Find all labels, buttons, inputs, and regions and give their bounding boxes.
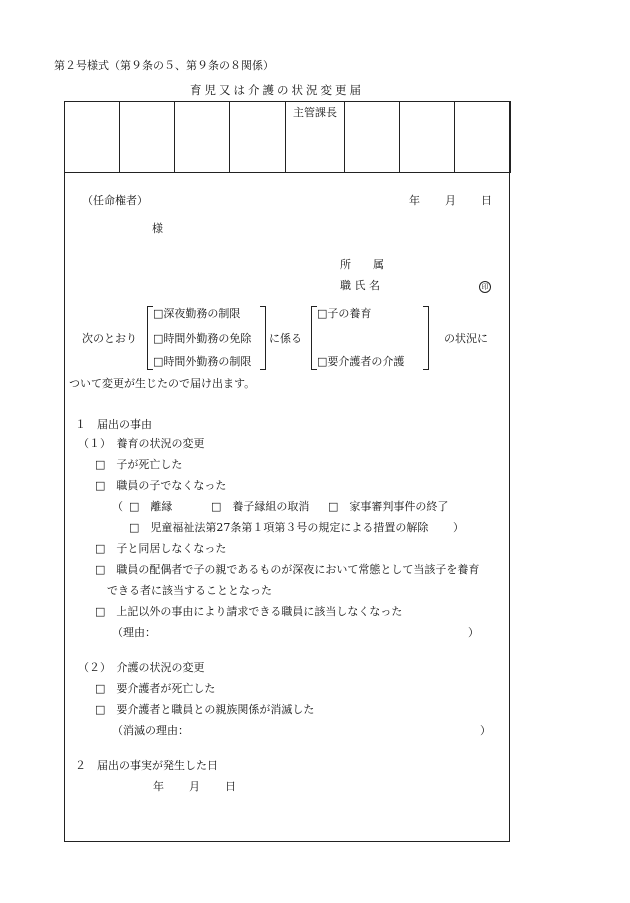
approval-stamp-table [64,101,511,173]
seal-icon: 印 [479,281,491,293]
statement-continuation: ついて変更が生じたので届け出ます。 [69,377,256,390]
occurrence-year-label: 年 [153,780,164,793]
date-year-label: 年 [409,194,420,207]
item-spouse-can-care-cont: できる者に該当することとなった [107,584,272,597]
affiliation-label: 所 属 [340,258,384,271]
left-bracket-close [260,306,266,370]
stamp-cell[interactable] [345,102,400,173]
item-other-reason[interactable]: □ 上記以外の事由により請求できる職員に該当しなくなった [95,605,403,618]
statement-prefix: 次のとおり [82,332,137,345]
occurrence-month-label: 月 [189,780,200,793]
item-care-recipient-died[interactable]: □ 要介護者が死亡した [95,682,216,695]
option-divorce[interactable]: □ 離縁 [129,500,173,513]
option-late-night-limit[interactable]: □深夜勤務の制限 [153,307,241,320]
paren-close: ） [453,521,464,534]
right-bracket-close [423,306,429,370]
item-child-died[interactable]: □ 子が死亡した [95,458,183,471]
reason-close: ） [468,626,479,639]
seal-mark [479,279,491,293]
section2-heading: ２ 届出の事実が発生した日 [75,759,218,772]
occurrence-day-label: 日 [225,780,236,793]
stamp-cell[interactable] [120,102,175,173]
section1-sub1-heading: （１） 養育の状況の変更 [78,437,205,450]
stamp-cell[interactable] [230,102,286,173]
extinction-reason-label: （消滅の理由： [112,724,189,737]
option-adoption-cancel[interactable]: □ 養子縁組の取消 [211,500,310,513]
form-number: 第２号様式（第９条の５、第９条の８関係） [54,59,274,72]
item-no-longer-child[interactable]: □ 職員の子でなくなった [95,479,227,492]
stamp-cell-chief[interactable]: 主管課長 [286,102,345,173]
appointer-label: （任命権者） [82,194,148,207]
form-title: 育児又は介護の状況変更届 [190,83,364,97]
stamp-cell[interactable] [455,102,511,173]
statement-suffix: の状況に [444,332,488,345]
option-child-welfare-release[interactable]: □ 児童福祉法第27条第１項第３号の規定による措置の解除 [129,521,429,534]
reason-label: （理由： [112,626,156,639]
item-not-cohabiting[interactable]: □ 子と同居しなくなった [95,542,227,555]
option-nursing-care[interactable]: □要介護者の介護 [317,355,405,368]
option-overtime-limit[interactable]: □時間外勤務の制限 [153,355,252,368]
stamp-cell[interactable] [175,102,230,173]
stamp-cell[interactable] [400,102,455,173]
item-family-relation-ended[interactable]: □ 要介護者と職員との親族関係が消滅した [95,703,315,716]
section1-sub2-heading: （２） 介護の状況の変更 [78,661,205,674]
section1-heading: １ 届出の事由 [75,418,152,431]
paren-open: （ [112,500,123,513]
option-overtime-exemption[interactable]: □時間外勤務の免除 [153,332,252,345]
date-day-label: 日 [481,194,492,207]
option-court-case-end[interactable]: □ 家事審判事件の終了 [328,500,449,513]
statement-middle: に係る [269,332,302,345]
sama-label: 様 [152,222,163,235]
item-spouse-can-care[interactable]: □ 職員の配偶者で子の親であるものが深夜において常態として当該子を養育 [95,563,480,576]
applicant-name-label: 職 氏 名 [340,279,380,292]
extinction-reason-close: ） [480,724,491,737]
option-child-rearing[interactable]: □子の養育 [317,307,372,320]
date-month-label: 月 [445,194,456,207]
stamp-cell[interactable] [65,102,120,173]
